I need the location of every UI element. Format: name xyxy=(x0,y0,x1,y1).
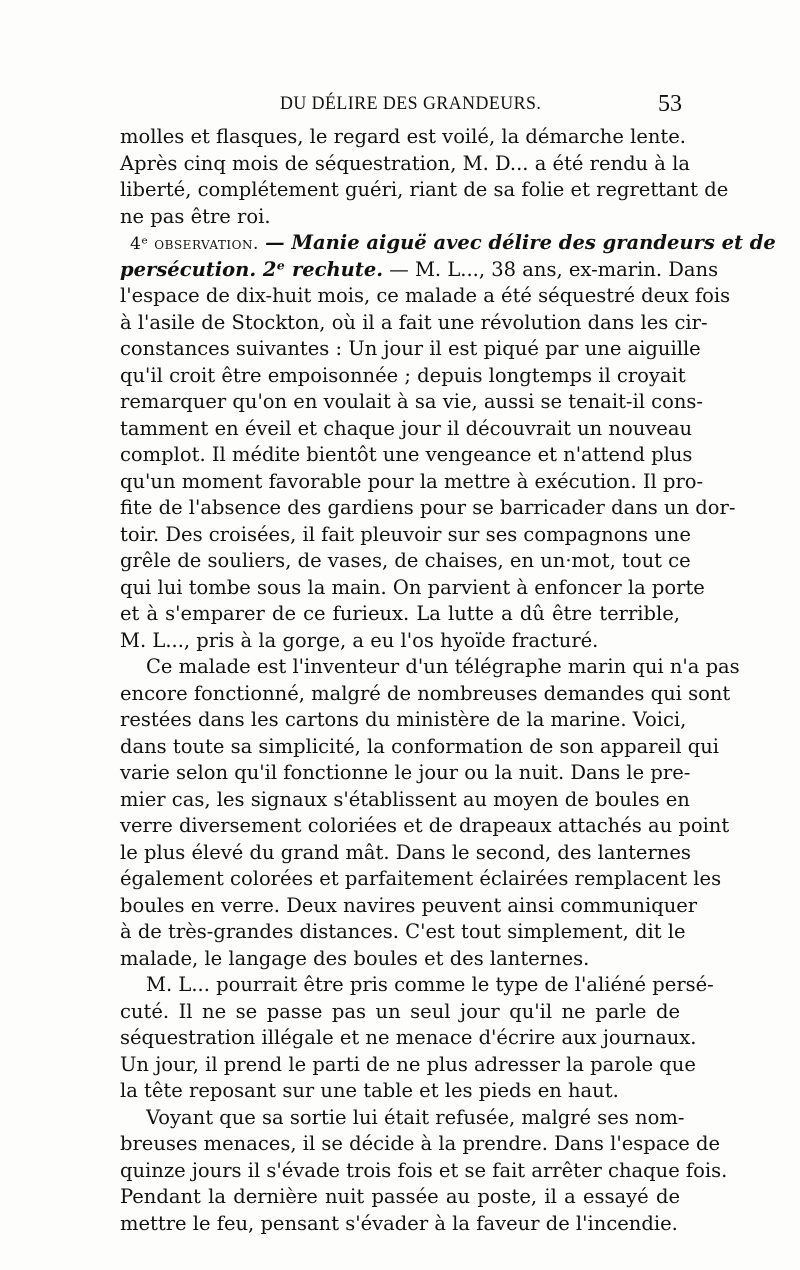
text-line: encore fonctionné, malgré de nombreuses demandes qui sont xyxy=(120,681,731,705)
text-line: liberté, complétement guéri, riant de sa folie et regrettant de xyxy=(120,178,729,201)
page-number: 53 xyxy=(658,91,682,117)
text-line: grêle de souliers, de vases, de chaises, en un·mot, tout ce xyxy=(120,549,691,572)
text-line: Un jour, il prend le parti de ne plus adresser la parole que xyxy=(120,1052,696,1076)
text-line: mettre le feu, pensant s'évader à la faveur de l'incendie. xyxy=(120,1211,678,1235)
text-line: séquestration illégale et ne menace d'écrire aux journaux. xyxy=(120,1026,697,1049)
text-line: fite de l'absence des gardiens pour se barricader dans un dor- xyxy=(120,496,736,519)
text-line: restées dans les cartons du ministère de la marine. Voici, xyxy=(120,708,687,731)
text-line: Après cinq mois de séquestration, M. D... a été rendu à la xyxy=(120,151,690,175)
text-line: molles et flasques, le regard est voilé, la démarche lente. xyxy=(120,125,686,148)
observation-heading-line xyxy=(120,230,776,257)
text-line: quinze jours il s'évade trois fois et se fait arrêter chaque fois. xyxy=(120,1158,728,1182)
text-line: et à s'emparer de ce furieux. La lutte a dû être terrible, xyxy=(120,602,680,625)
text-line: à de très-grandes distances. C'est tout simplement, dit le xyxy=(120,920,686,943)
text-line: le plus élevé du grand mât. Dans le second, des lanternes xyxy=(120,840,691,864)
text-line: qu'il croit être empoisonnée ; depuis longtemps il croyait xyxy=(120,363,686,387)
text-line: la tête reposant sur une table et les pieds en haut. xyxy=(120,1079,619,1102)
text-line: Ce malade est l'inventeur d'un télégraphe marin qui n'a pas xyxy=(146,655,740,678)
running-head: DU DÉLIRE DES GRANDEURS. xyxy=(280,93,542,114)
text-line: qu'un moment favorable pour la mettre à exécution. Il pro- xyxy=(120,469,704,493)
text-line: remarquer qu'on en voulait à sa vie, aussi se tenait-il cons- xyxy=(120,390,703,413)
text-line: tamment en éveil et chaque jour il découvrait un nouveau xyxy=(120,416,693,440)
text-line: varie selon qu'il fonctionne le jour ou la nuit. Dans le pre- xyxy=(120,761,691,784)
text-line: constances suivantes : Un jour il est piqué par une aiguille xyxy=(120,337,701,360)
text-line: malade, le langage des boules et des lanternes. xyxy=(120,946,590,970)
observation-patient: — M. L..., 38 ans, ex-marin. Dans xyxy=(389,257,719,281)
text-line: boules en verre. Deux navires peuvent ainsi communiquer xyxy=(120,893,698,917)
text-line: ne pas être roi. xyxy=(120,204,271,228)
observation-label: 4ᵉ observation. xyxy=(130,234,259,254)
text-line: mier cas, les signaux s'établissent au moyen de boules en xyxy=(120,787,690,811)
text-line: cuté. Il ne se passe pas un seul jour qu'il ne parle de xyxy=(120,999,680,1023)
text-line: également colorées et parfaitement éclairées remplacent les xyxy=(120,867,722,890)
text-line: l'espace de dix-huit mois, ce malade a été séquestré deux fois xyxy=(120,284,731,307)
text-line: qui lui tombe sous la main. On parvient à enfoncer la porte xyxy=(120,575,705,599)
body-text xyxy=(120,124,776,1237)
text-line: M. L..., pris à la gorge, a eu l'os hyoïde fracturé. xyxy=(120,628,599,652)
text-line: Voyant que sa sortie lui était refusée, malgré ses nom- xyxy=(146,1105,685,1129)
text-line: complot. Il médite bientôt une vengeance et n'attend plus xyxy=(120,443,693,466)
observation-subtitle-line xyxy=(120,257,719,284)
text-line: toir. Des croisées, il fait pleuvoir sur ses compagnons une xyxy=(120,522,691,546)
observation-subtitle: persécution. 2ᵉ rechute. xyxy=(120,257,384,281)
text-line: M. L... pourrait être pris comme le type de l'aliéné persé- xyxy=(146,973,714,996)
text-line: breuses menaces, il se décide à la prendre. Dans l'espace de xyxy=(120,1132,721,1155)
text-line: dans toute sa simplicité, la conformation de son appareil qui xyxy=(120,734,720,758)
text-line: verre diversement coloriées et de drapeaux attachés au point xyxy=(120,814,730,837)
text-line: Pendant la dernière nuit passée au poste, il a essayé de xyxy=(120,1185,680,1208)
observation-title: — Manie aiguë avec délire des grandeurs et de xyxy=(265,231,776,254)
text-line: à l'asile de Stockton, où il a fait une révolution dans les cir- xyxy=(120,310,708,334)
page-header xyxy=(122,93,682,123)
